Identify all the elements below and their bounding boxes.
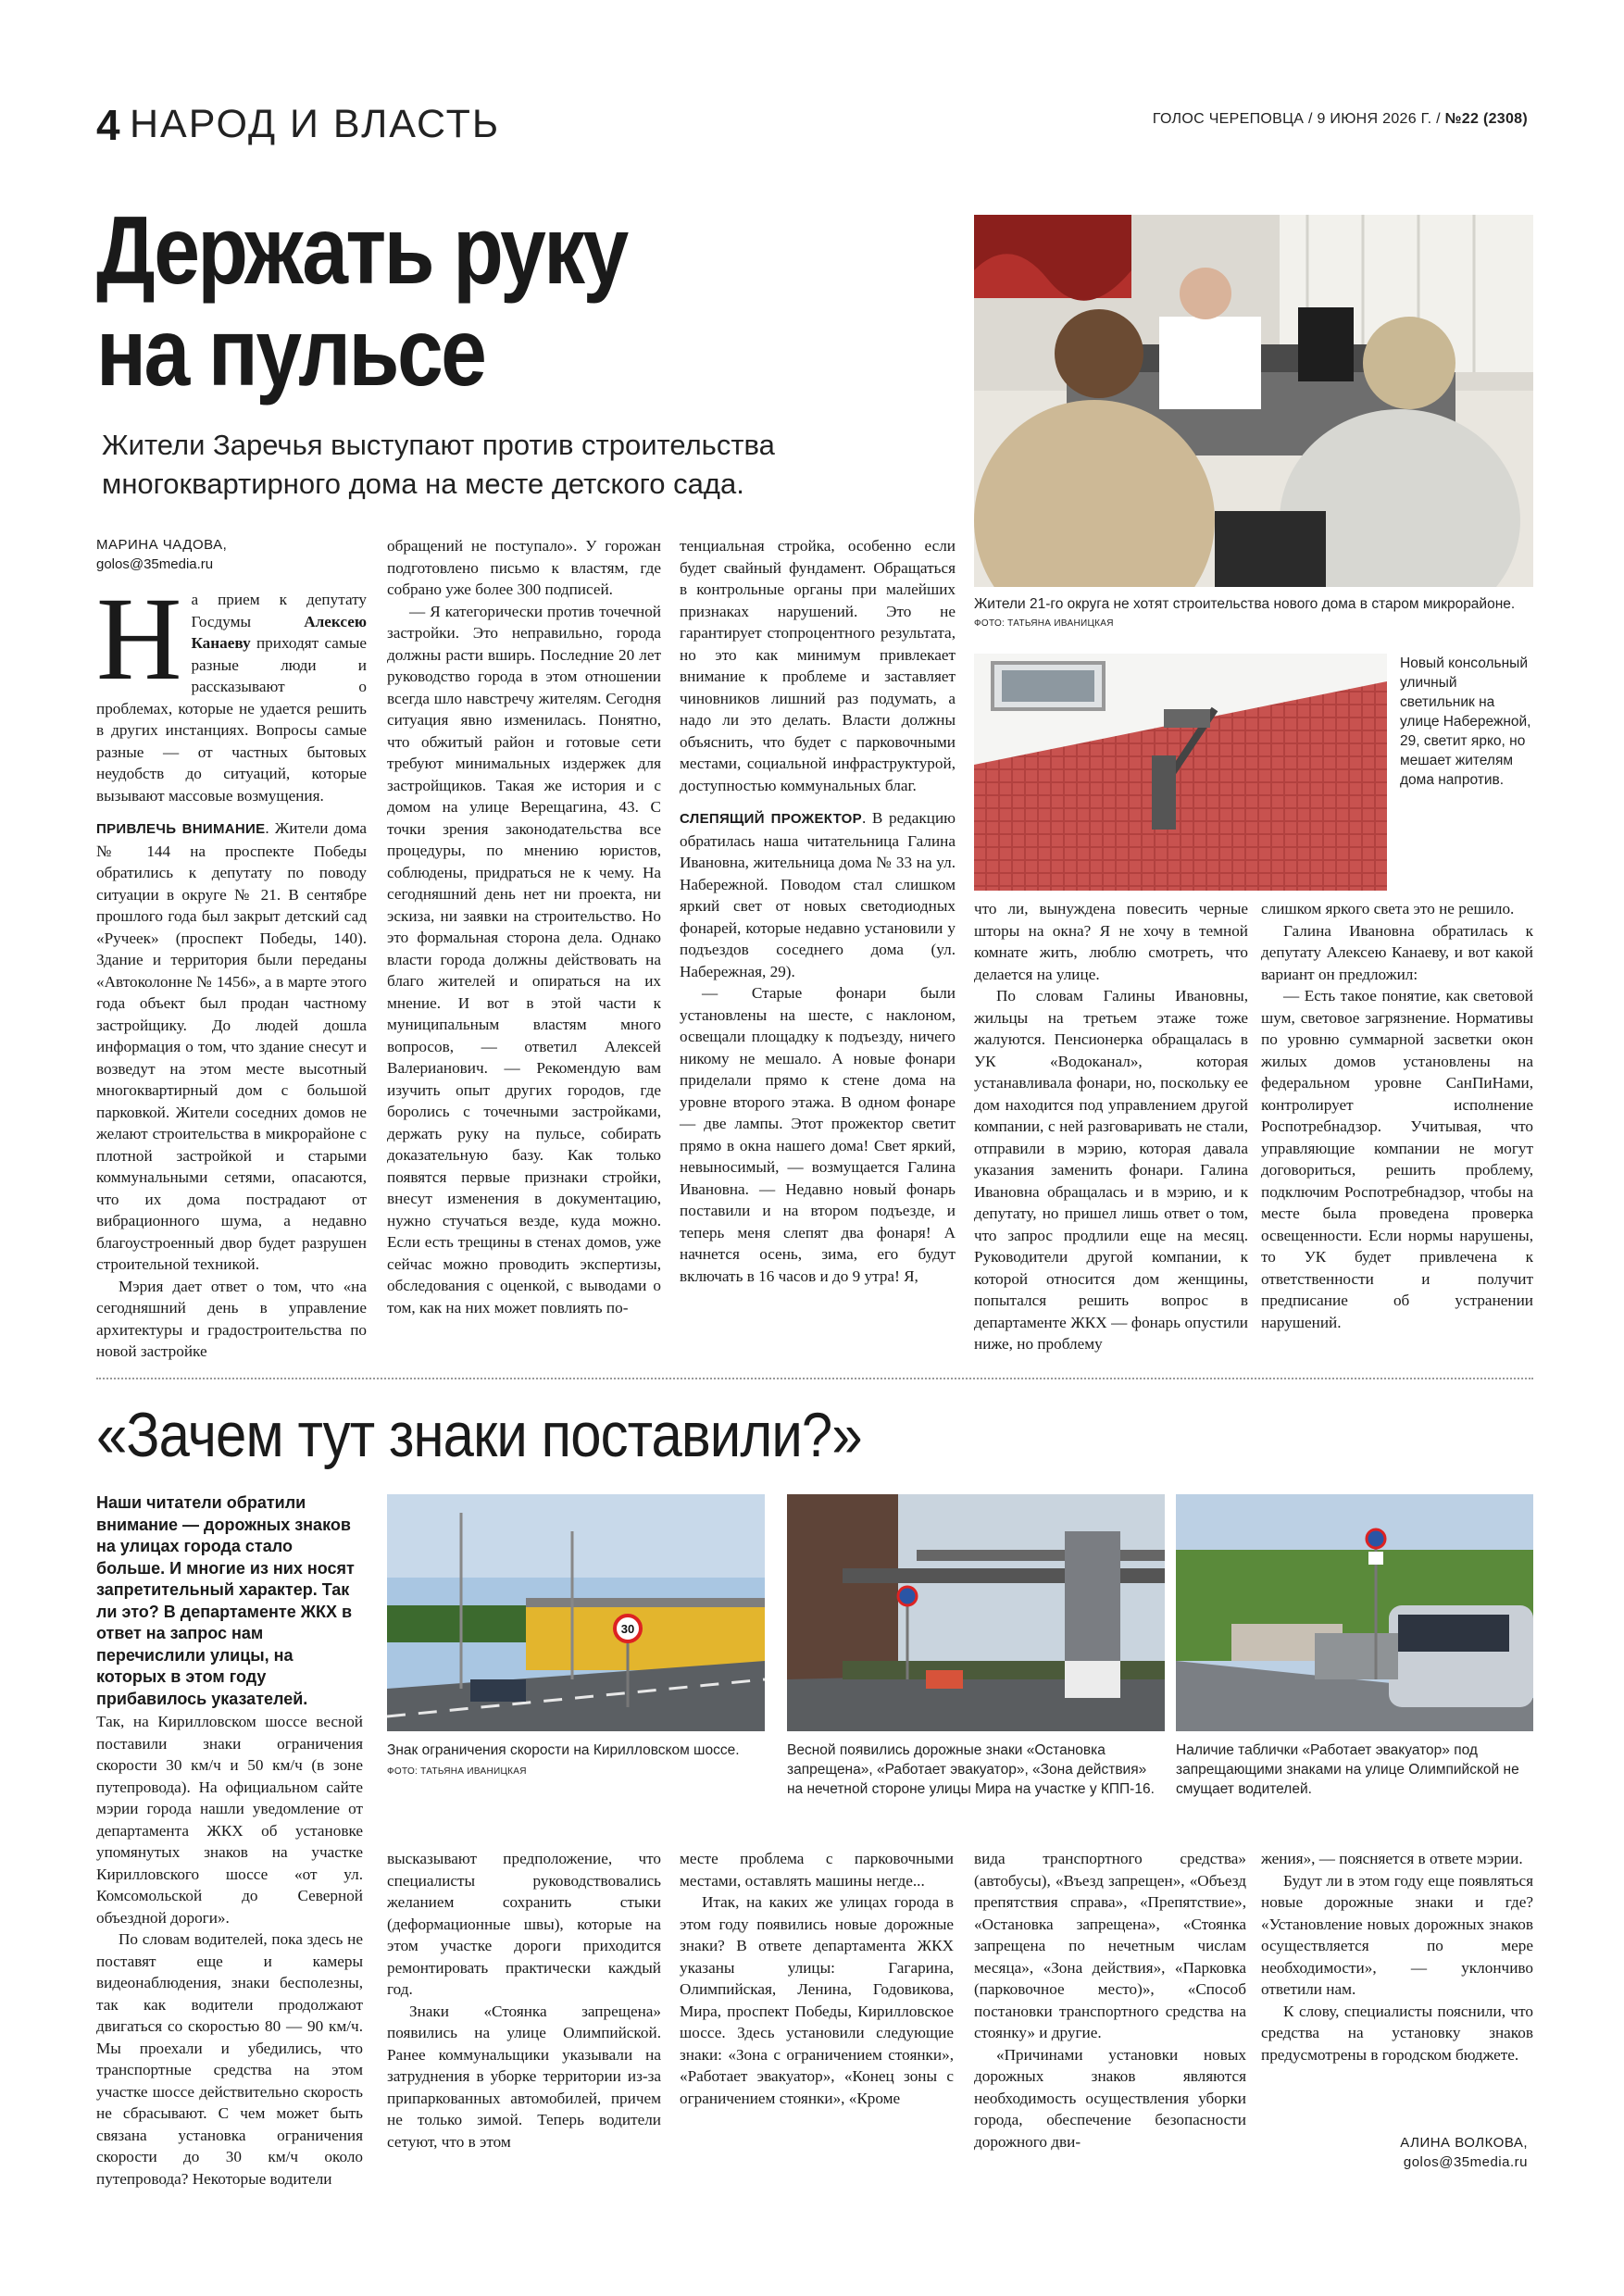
photo2-caption: Новый консольный уличный светильник на улице Набережной, 29, светит ярко, но мешает жителям дома напротив. — [1400, 655, 1531, 788]
photo-credit: ФОТО: ТАТЬЯНА ИВАНИЦКАЯ — [974, 618, 1114, 629]
paragraph: Будут ли в этом году еще появляться новые дорожные знаки и где? «Установление новых дорожных знаков осуществляется по мере необходимости», — уклончиво ответили нам. — [1261, 1871, 1533, 1998]
paragraph: Так, на Кирилловском шоссе весной поставили знаки ограничения скорости 30 км/ч и 50 км/ч (в зоне путепровода). На официальном сайте мэрии города нашли уведомление от департамента ЖКХ об установке упомянутых знаков на участке Кирилловского шоссе «от ул. Комсомольской до Северной объездной дороги». — [96, 1713, 363, 1927]
paragraph — [96, 573, 367, 806]
caption-text: Жители 21-го округа не хотят строительства нового дома в старом микрорайоне. — [974, 596, 1516, 612]
issue-number: №22 (2308) — [1444, 111, 1528, 127]
article2-column-3 — [680, 1848, 954, 2109]
subheading: СЛЕПЯЩИЙ ПРОЖЕКТОР — [680, 811, 862, 827]
paragraph: — Я категорически против точечной застройки. Это неправильно, города должны расти вширь. Последние 20 лет руководство города в этом отношении всегда шло навстречу жителям. Сегодня ситуация явно изменилась. Понятно, что обжитый район и готовые сети требуют минимальных издержек для застройщиков. Такая же история и с домом на улице Верещагина, 43. С точки зрения законодательства все процедуры, по мнению юристов, соблюдены, придраться не к чему. На сегодняшний день нет ни проекта, ни эскиза, ни заявки на строительство. Но это формальная сторона дела. Однако власти города должны действовать на благо жителей и опираться на их мнение. И вот в этой части к муниципальным властям много вопросов, — ответил Алексей Валерианович. — Рекомендую вам изучить опыт других городов, где боролись с точечными застройками, держать руку на пульсе, собирать доказательную базу. Как только появятся первые признаки стройки, внесут изменения в документацию, нужно стучаться везде, куда можно. Если есть трещины в стенах домов, уже сейчас можно проводить экспертизы, обследования с оценкой, с выводами о том, как на них может повлиять по- — [387, 602, 661, 1316]
headline-line2: на пульсе — [96, 299, 485, 406]
photo-credit: ФОТО: ТАТЬЯНА ИВАНИЦКАЯ — [387, 1766, 527, 1777]
paragraph: обращений не поступало». У горожан подготовлено письмо к властям, где собрано уже более 300 подписей. — [387, 537, 661, 598]
paragraph: месте проблема с парковочными местами, оставлять машины негде... — [680, 1850, 954, 1890]
article2-headline: «Зачем тут знаки поставили?» — [96, 1400, 862, 1470]
paragraph: Мэрия дает ответ о том, что «на сегодняшний день в управление архитектуры и градостроительства по новой застройке — [96, 1277, 367, 1360]
author-email: golos@35media.ru — [96, 556, 214, 572]
author-name: АЛИНА ВОЛКОВА, — [1400, 2135, 1528, 2151]
paragraph: высказывают предположение, что специалисты руководствовались желанием сохранить стыки (деформационные швы), которые на этом участке дороги приходится ремонтировать практически каждый год. — [387, 1850, 661, 1998]
article2-column-5 — [1261, 1848, 1533, 2065]
issue-date: 9 ИЮНЯ 2026 Г. — [1317, 111, 1432, 127]
paragraph: По словам водителей, пока здесь не поставят еще и камеры видеонаблюдения, знаки бесполезны, так как водители продолжают двигаться со скоростью 80 — 90 км/ч. Мы проехали и убедились, что транспортные средства на этом участке шоссе действительно скорость не сбрасывают. С чем может быть связана установка ограничения скорости до 30 км/ч около путепровода? Некоторые водители — [96, 1930, 363, 2188]
paragraph: Итак, на каких же улицах города в этом году появились новые дорожные знаки? В ответе департамента ЖКХ указаны улицы: Гагарина, Олимпийская, Ленина, Годовикова, Мира, проспект Победы, Кирилловское шоссе. Здесь установили следующие знаки: «Зона с ограничением стоянки», «Работает эвакуатор», «Конец зоны с ограничением стоянки», «Кроме — [680, 1893, 954, 2107]
article1-headline — [96, 197, 829, 406]
subheading: ПРИВЛЕЧЬ ВНИМАНИЕ — [96, 821, 266, 837]
article1-column-3 — [680, 535, 956, 1287]
article1-lead: Жители Заречья выступают против строительства многоквартирного дома на месте детского сада. — [102, 429, 775, 500]
paragraph: — Старые фонари были установлены на шесте, с наклоном, освещали площадку к подъезду, ничего никому не мешало. А новые фонари приделали прямо к стене дома на уровне второго этажа. В одном фонаре — две лампы. Этот прожектор светит прямо в окна нашего дома! Свет яркий, невыносимый, — возмущается Галина Ивановна. — Недавно новый фонарь поставили и на втором подъезде, и теперь меня слепят два фонаря! А начнется осень, зима, его будут включать в 16 часов и до 9 утра! Я, — [680, 984, 956, 1285]
article2-column-4 — [974, 1848, 1246, 2152]
paragraph — [96, 817, 367, 1276]
paragraph: слишком яркого света это не решило. — [1261, 900, 1515, 917]
paragraph: «Причинами установки новых дорожных знаков являются необходимость осуществления уборки города, обеспечение безопасности дорожного дви- — [974, 2045, 1246, 2151]
photo-olimpiyskaya-street — [1176, 1494, 1533, 1731]
newspaper-name: ГОЛОС ЧЕРЕПОВЦА — [1152, 111, 1305, 127]
drop-cap: Н — [96, 573, 182, 705]
article-divider — [96, 1378, 1533, 1379]
article2-column-1 — [96, 1711, 363, 2190]
article2-author — [1400, 2133, 1528, 2172]
article1-column-5 — [1261, 898, 1533, 1333]
article1-column-2 — [387, 535, 661, 1318]
deputy-name: Алексею Канаеву — [191, 612, 367, 652]
photo1-caption — [974, 594, 1533, 633]
issue-info: ГОЛОС ЧЕРЕПОВЦА / 9 ИЮНЯ 2026 Г. / №22 (2308) — [1152, 111, 1528, 127]
paragraph: что ли, вынуждена повесить черные шторы на окна? Я не хочу в темной комнате жить, люблю смотреть, что делается на улице. — [974, 900, 1248, 983]
text-run: . В редакцию обратилась наша читательница Галина Ивановна, жительница дома № 33 на ул. Набережной. Поводом стал слишком яркий свет от новых светодиодных фонарей, которые недавно установили у подъездов соседнего дома (ул. Набережная, 29). — [680, 809, 956, 980]
headline-line1: Держать руку — [96, 197, 627, 305]
photo4-caption: Весной появились дорожные знаки «Остановка запрещена», «Работает эвакуатор», «Зона действия» на нечетной стороне улицы Мира на участке у КПП-16. — [787, 1742, 1155, 1797]
photo-speed-sign — [387, 1494, 765, 1731]
paragraph: вида транспортного средства» (автобусы), «Въезд запрещен», «Объезд препятствия справа», «Препятствие», «Остановка запрещена», «Стоянка запрещена по нечетным числам месяца», «Зона действия», «Парковка (парковочное место)», «Способ постановки транспортного средства на стоянку» и другие. — [974, 1850, 1246, 2041]
paragraph — [680, 807, 956, 982]
paragraph: Знаки «Стоянка запрещена» появились на улице Олимпийской. Ранее коммунальщики указывали на затруднения в уборке территории из-за припаркованных автомобилей, причем не только зимой. Теперь водители сетуют, что в этом — [387, 2002, 661, 2151]
photo3-caption — [387, 1741, 765, 1781]
speed-sign-value: 30 — [620, 1622, 635, 1636]
paragraph: — Есть такое понятие, как световой шум, световое загрязнение. Нормативы по уровню суммарной засветки окон жилых домов установлены на федеральном уровне СанПиНами, контролирует исполнение Роспотребнадзор. Учитывая, что управляющие компании не могут договориться, решить проблему, подключим Роспотребнадзор, чтобы на месте была проведена проверка освещенности. Если нормы нарушены, то УК будет привлечена к ответственности и получит предписание об устранении нарушений. — [1261, 987, 1533, 1331]
article1-column-1 — [96, 573, 367, 1363]
text-run: . Жители дома № 144 на проспекте Победы обратились к депутату по поводу ситуации в округе № 21. В сентябре прошлого года был закрыт детский сад «Ручеек» (проспект Победы, 140). Здание и территория были переданы «Автоколонне № 1456», а в марте этого года объект был продан частному застройщику. До людей дошла информация о том, что здание снесут и возведут на этом месте высотный многоквартирный дом с большой парковкой. Жители соседних домов не желают строительства в микрорайоне с плотной застройкой и старыми коммунальными сетями, опасаются, что их дома пострадают от вибрационного шума, а недавно благоустроенный двор будет разрушен строительной техникой. — [96, 819, 367, 1273]
paragraph: К слову, специалисты пояснили, что средства на установку знаков предусмотрены в городском бюджете. — [1261, 2002, 1533, 2064]
article1-column-4 — [974, 898, 1248, 1355]
text-run: а прием к депутату Госдумы — [191, 591, 367, 630]
photo-deputy-meeting — [974, 215, 1533, 587]
article2-intro: Наши читатели обратили внимание — дорожных знаков на улицах города стало больше. И многие из них носят запретительный характер. Так ли это? В департаменте ЖКХ в ответ на запрос нам перечислили улицы, на которых в этом году прибавилось указателей. — [96, 1493, 355, 1708]
article2-column-2 — [387, 1848, 661, 2152]
article1-author — [96, 535, 227, 574]
photo5-caption: Наличие таблички «Работает эвакуатор» под запрещающими знаками на улице Олимпийской не смущает водителей. — [1176, 1742, 1519, 1797]
text-run: приходят самые разные люди и рассказывают о проблемах, которые не удается решить в других инстанциях. Вопросы самые разные — от частных бытовых неудобств до ситуаций, которые вызывают массовые возмущения. — [96, 634, 367, 805]
photo-street-lamp — [974, 654, 1387, 891]
paragraph: По словам Галины Ивановны, жильцы на третьем этаже тоже жалуются. Пенсионерка обращалась в УК «Водоканал», которая устанавливала фонари, но, поскольку ее дом находится под управлением другой компании, с ней разговаривать не стали, отправили в мэрию, которая давала указания заменить фонари. Галина Ивановна обращалась и в мэрию, и к депутату, но пришел лишь ответ о том, что запрос продлили еще на месяц. Руководители другой компании, к которой относится дом женщины, попытался решить вопрос в департаменте ЖКХ — фонарь опустили ниже, но проблему — [974, 987, 1248, 1353]
author-email: golos@35media.ru — [1403, 2154, 1528, 2170]
author-name: МАРИНА ЧАДОВА, — [96, 537, 228, 553]
paragraph: тенциальная стройка, особенно если будет свайный фундамент. Обращаться в контрольные органы при малейших признаках нарушений. Это не гарантирует стопроцентного результата, но это как минимум привлекает внимание к проблеме и заставляет чиновников лишний раз подумать, а надо ли это делать. Власти должны объяснить, что будет с парковочными местами, социальной инфраструктурой, доступностью коммунальных благ. — [680, 537, 956, 794]
page-number: 4 — [96, 101, 120, 149]
caption-text: Знак ограничения скорости на Кирилловском шоссе. — [387, 1742, 740, 1758]
photo-mira-street — [787, 1494, 1165, 1731]
paragraph: Галина Ивановна обратилась к депутату Алексею Канаеву, и вот какой вариант он предложил: — [1261, 921, 1533, 983]
section-title: НАРОД И ВЛАСТЬ — [130, 102, 501, 146]
paragraph: жения», — поясняется в ответе мэрии. — [1261, 1850, 1523, 1867]
